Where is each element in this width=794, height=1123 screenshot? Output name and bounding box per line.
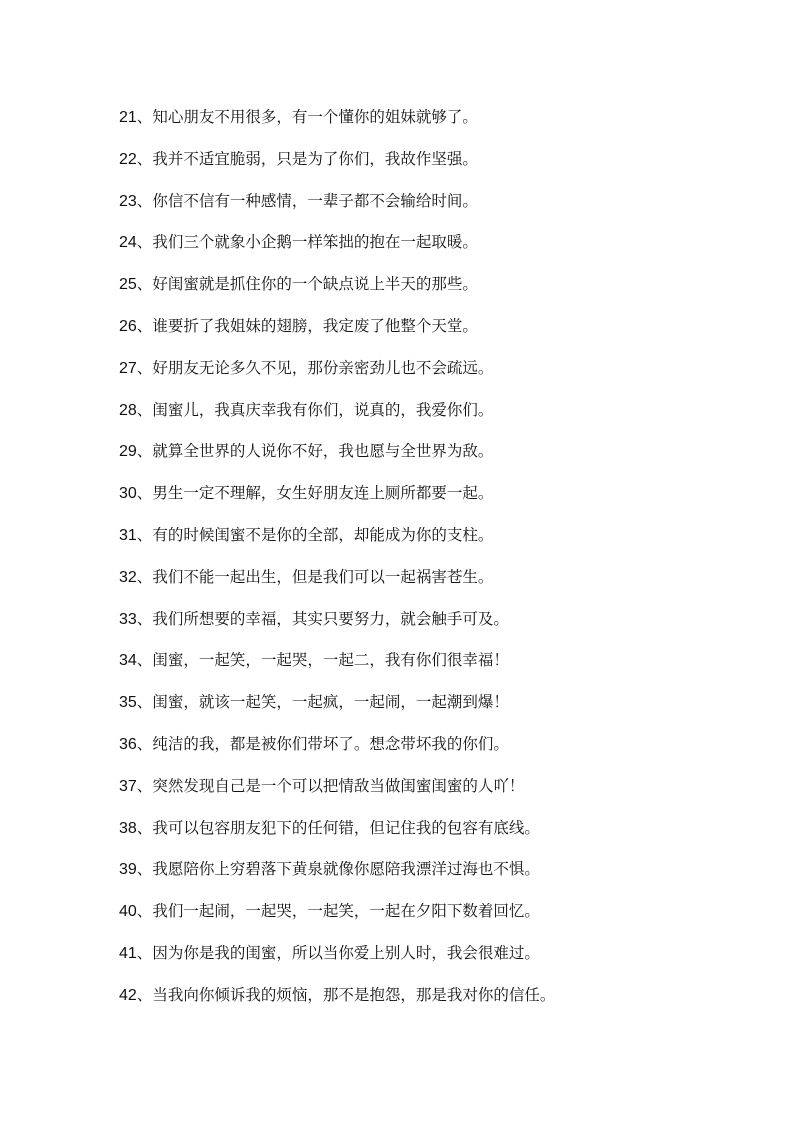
item-separator: 、 — [136, 860, 153, 879]
item-separator: 、 — [136, 609, 153, 628]
item-text: 当我向你倾诉我的烦恼，那不是抱怨，那是我对你的信任。 — [152, 985, 556, 1004]
item-number: 21 — [119, 109, 137, 126]
item-separator: 、 — [136, 525, 153, 544]
item-text: 谁要折了我姐妹的翅膀，我定废了他整个天堂。 — [152, 316, 478, 335]
list-item — [119, 852, 759, 894]
list-item — [119, 434, 759, 476]
item-separator: 、 — [136, 400, 153, 419]
item-separator: 、 — [136, 108, 153, 126]
item-text: 突然发现自己是一个可以把情敌当做闺蜜闺蜜的人吖！ — [152, 776, 525, 795]
item-number: 31 — [119, 526, 137, 544]
item-text: 我们所想要的幸福，其实只要努力，就会触手可及。 — [152, 609, 509, 628]
item-text: 我并不适宜脆弱，只是为了你们，我故作坚强。 — [152, 149, 478, 168]
list-item — [119, 309, 759, 351]
item-number: 22 — [119, 150, 137, 168]
item-text: 纯洁的我，都是被你们带坏了。想念带坏我的你们。 — [152, 734, 509, 753]
list-item — [119, 100, 759, 142]
item-separator: 、 — [136, 902, 153, 921]
item-number: 24 — [119, 234, 137, 252]
item-separator: 、 — [136, 358, 153, 377]
list-item — [119, 518, 759, 560]
list-item — [119, 351, 759, 393]
item-separator: 、 — [136, 651, 153, 670]
item-number: 25 — [119, 276, 137, 294]
item-separator: 、 — [136, 316, 153, 335]
quote-list — [119, 100, 759, 1020]
item-separator: 、 — [136, 191, 153, 210]
item-text: 男生一定不理解，女生好朋友连上厕所都要一起。 — [152, 484, 494, 503]
item-text: 你信不信有一种感情，一辈子都不会输给时间。 — [152, 191, 478, 210]
item-text: 好朋友无论多久不见，那份亲密劲儿也不会疏远。 — [152, 358, 494, 377]
item-number: 32 — [119, 568, 137, 586]
item-text: 闺蜜，就该一起笑，一起疯，一起闹，一起潮到爆！ — [152, 693, 509, 712]
list-item — [119, 142, 759, 184]
item-number: 30 — [119, 485, 137, 503]
item-text: 我们三个就象小企鹅一样笨拙的抱在一起取暖。 — [152, 233, 478, 252]
item-text: 我愿陪你上穷碧落下黄泉就像你愿陪我漂洋过海也不惧。 — [152, 860, 540, 879]
list-item — [119, 393, 759, 435]
list-item — [119, 560, 759, 602]
list-item — [119, 602, 759, 644]
item-number: 42 — [119, 986, 137, 1004]
item-number: 36 — [119, 735, 137, 753]
item-number: 41 — [119, 944, 137, 962]
item-separator: 、 — [136, 275, 153, 294]
item-number: 27 — [119, 359, 137, 377]
item-text: 因为你是我的闺蜜，所以当你爱上别人时，我会很难过。 — [152, 943, 540, 962]
item-number: 26 — [119, 317, 137, 335]
item-separator: 、 — [136, 442, 153, 461]
item-number: 39 — [119, 861, 137, 879]
item-number: 40 — [119, 903, 137, 921]
item-number: 29 — [119, 443, 137, 461]
item-text: 好闺蜜就是抓住你的一个缺点说上半天的那些。 — [152, 275, 478, 294]
list-item — [119, 811, 759, 853]
list-item — [119, 643, 759, 685]
item-separator: 、 — [136, 693, 153, 712]
list-item — [119, 936, 759, 978]
item-number: 23 — [119, 192, 137, 210]
list-item — [119, 685, 759, 727]
item-text: 我们不能一起出生，但是我们可以一起祸害苍生。 — [152, 567, 494, 586]
item-separator: 、 — [136, 734, 153, 753]
item-text: 闺蜜，一起笑，一起哭，一起二，我有你们很幸福！ — [152, 651, 509, 670]
list-item — [119, 978, 759, 1020]
item-number: 38 — [119, 819, 137, 837]
item-number: 37 — [119, 777, 137, 795]
item-separator: 、 — [136, 776, 153, 795]
list-item — [119, 267, 759, 309]
list-item — [119, 225, 759, 267]
item-number: 28 — [119, 401, 137, 419]
list-item — [119, 727, 759, 769]
list-item — [119, 894, 759, 936]
item-number: 35 — [119, 694, 137, 712]
item-separator: 、 — [136, 484, 153, 503]
item-separator: 、 — [136, 818, 153, 837]
item-text: 有的时候闺蜜不是你的全部，却能成为你的支柱。 — [152, 525, 494, 544]
list-item — [119, 184, 759, 226]
list-item — [119, 769, 759, 811]
item-number: 34 — [119, 652, 137, 670]
item-separator: 、 — [136, 233, 153, 252]
item-number: 33 — [119, 610, 137, 628]
item-text: 我们一起闹，一起哭，一起笑，一起在夕阳下数着回忆。 — [152, 902, 540, 921]
item-text: 知心朋友不用很多，有一个懂你的姐妹就够了。 — [152, 108, 478, 126]
item-separator: 、 — [136, 943, 153, 962]
list-item — [119, 476, 759, 518]
item-text: 我可以包容朋友犯下的任何错，但记住我的包容有底线。 — [152, 818, 540, 837]
item-separator: 、 — [136, 149, 153, 168]
item-text: 闺蜜儿，我真庆幸我有你们，说真的，我爱你们。 — [152, 400, 494, 419]
item-separator: 、 — [136, 985, 153, 1004]
item-text: 就算全世界的人说你不好，我也愿与全世界为敌。 — [152, 442, 494, 461]
item-separator: 、 — [136, 567, 153, 586]
